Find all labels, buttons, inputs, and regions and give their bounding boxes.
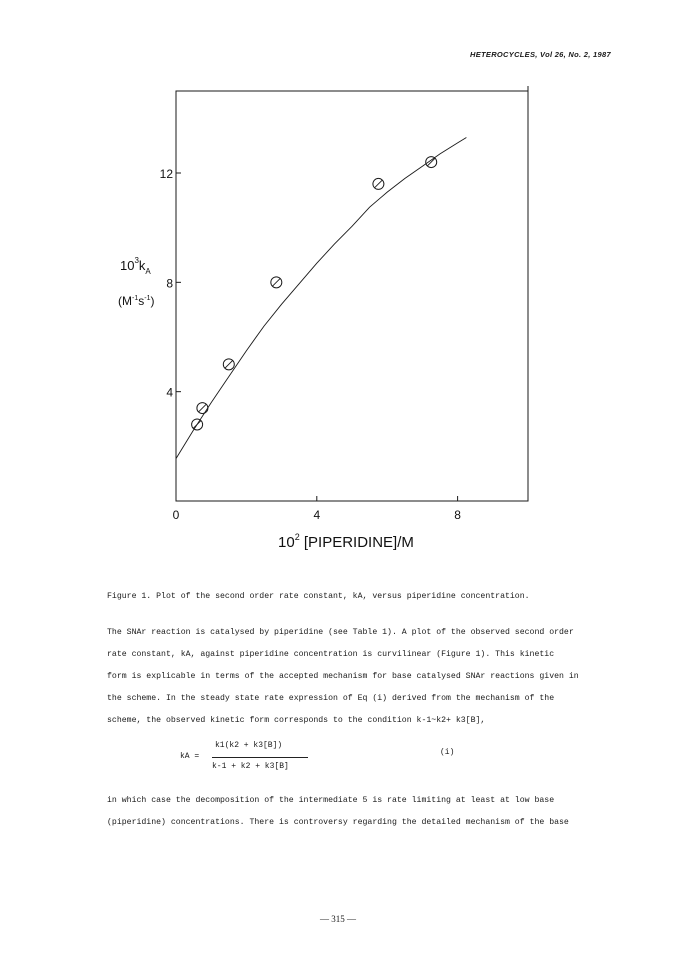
y-tick-label: 12 [159, 167, 173, 181]
body-line: (piperidine) concentrations. There is controversy regarding the detailed mechanism of the base [107, 818, 569, 827]
y-tick-label: 8 [166, 276, 173, 291]
equation-numerator: k1(k2 + k3[B]) [215, 741, 283, 750]
page-number: — 315 — [320, 914, 356, 924]
x-tick-label: 0 [172, 508, 180, 522]
y-tick-label: 4 [166, 385, 173, 400]
equation-label: (i) [440, 748, 455, 757]
body-line: in which case the decomposition of the intermediate 5 is rate limiting at least at low base [107, 796, 555, 805]
body-line: the scheme. In the steady state rate expression of Eq (i) derived from the mechanism of the [107, 694, 555, 703]
data-point-slash [272, 278, 280, 286]
equation-lhs: kA = [180, 752, 200, 761]
y-axis-units: $(M^{-1}s^{-1})$ [118, 294, 155, 308]
data-point-slash [225, 360, 233, 368]
x-axis-label: $10^2$ [PIPERIDINE]/M [278, 532, 414, 551]
body-line: rate constant, kA, against piperidine concentration is curvilinear (Figure 1). This kinetic [107, 650, 555, 659]
body-line: form is explicable in terms of the accepted mechanism for base catalysed SNAr reactions given in [107, 672, 579, 681]
y-axis-label: $10^3k_A$ [120, 256, 151, 276]
x-tick-label: 4 [313, 508, 321, 522]
data-point-slash [374, 180, 382, 188]
data-point-slash [198, 404, 206, 412]
caption-text: Figure 1. Plot of the second order rate constant, kA, versus piperidine concentration. [107, 592, 530, 601]
body-line: The SNAr reaction is catalysed by piperidine (see Table 1). A plot of the observed second order [107, 628, 574, 637]
figure-caption [107, 592, 530, 601]
running-header: HETEROCYCLES, Vol 26, No. 2, 1987 [470, 50, 611, 59]
data-point-slash [193, 420, 201, 428]
equation-denominator: k-1 + k2 + k3[B] [212, 762, 289, 771]
fit-curve [176, 138, 466, 459]
fraction-bar [212, 757, 308, 758]
plot-frame [176, 91, 528, 501]
body-line: scheme, the observed kinetic form corresponds to the condition k-1~k2+ k3[B], [107, 716, 486, 725]
x-tick-label: 8 [454, 508, 461, 522]
